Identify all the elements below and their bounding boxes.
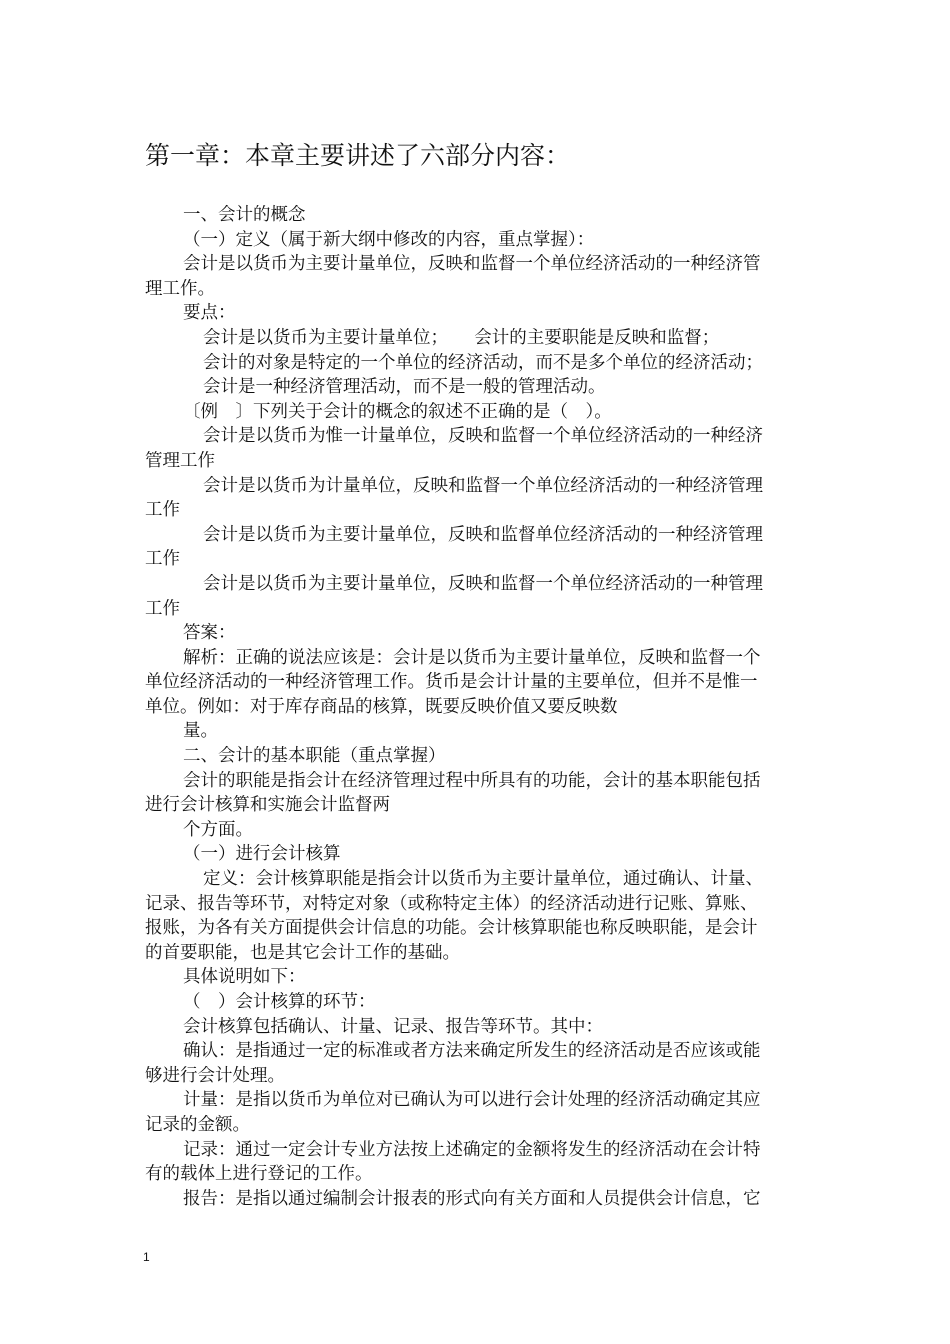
option-line: 工作 [145,598,180,619]
paragraph-line: 量。 [183,721,218,742]
paragraph-line: 报告：是指以通过编制会计报表的形式向有关方面和人员提供会计信息，它 [183,1188,761,1209]
subsection-heading: （ ）会计核算的环节： [183,992,376,1012]
paragraph-line: 答案： [183,623,236,644]
list-item: 会计是一种经济管理活动，而不是一般的管理活动。 [203,377,606,398]
paragraph-line: 理工作。 [145,278,215,299]
option-line: 会计是以货币为惟一计量单位，反映和监督一个单位经济活动的一种经济 [203,426,763,447]
paragraph-line: 计量：是指以货币为单位对已确认为可以进行会计处理的经济活动确定其应 [183,1090,761,1111]
paragraph-line: 会计核算包括确认、计量、记录、报告等环节。其中： [183,1016,603,1037]
paragraph-line: 记录：通过一定会计专业方法按上述确定的金额将发生的经济活动在会计特 [183,1139,761,1160]
paragraph-line: 解析：正确的说法应该是：会计是以货币为主要计量单位，反映和监督一个 [183,647,761,668]
option-line: 会计是以货币为主要计量单位，反映和监督一个单位经济活动的一种管理 [203,573,763,594]
list-item: 会计的对象是特定的一个单位的经济活动，而不是多个单位的经济活动； [203,352,763,373]
paragraph-line: 个方面。 [183,819,253,840]
example-heading: 〔例 〕下列关于会计的概念的叙述不正确的是（ ）。 [183,401,612,422]
paragraph-line: 记录的金额。 [145,1114,250,1135]
paragraph-line: 确认：是指通过一定的标准或者方法来确定所发生的经济活动是否应该或能 [183,1041,761,1062]
option-line: 会计是以货币为主要计量单位，反映和监督单位经济活动的一种经济管理 [203,524,763,545]
option-line: 管理工作 [145,450,215,471]
list-item: 会计是以货币为主要计量单位； 会计的主要职能是反映和监督； [203,327,720,348]
paragraph-line: 单位经济活动的一种经济管理工作。货币是会计计量的主要单位，但并不是惟一 [145,672,758,693]
paragraph-line: 单位。例如：对于库存商品的核算，既要反映价值又要反映数 [145,696,618,717]
paragraph-line: 具体说明如下： [183,967,306,988]
paragraph-line: 会计是以货币为主要计量单位，反映和监督一个单位经济活动的一种经济管 [183,254,761,275]
option-line: 工作 [145,500,180,521]
subsection-heading: （一）定义（属于新大纲中修改的内容，重点掌握）： [183,229,595,250]
document-body [145,203,809,1211]
paragraph-line: 记录、报告等环节，对特定对象（或称特定主体）的经济活动进行记账、算账、 [145,893,758,914]
section-heading: 一、会计的概念 [183,205,306,225]
option-line: 会计是以货币为计量单位，反映和监督一个单位经济活动的一种经济管理 [203,475,763,496]
page-number: 1 [143,1250,150,1264]
option-line: 工作 [145,549,180,570]
paragraph-line: 报账，为各有关方面提供会计信息的功能。会计核算职能也称反映职能，是会计 [145,918,758,939]
chapter-title: 第一章：本章主要讲述了六部分内容： [145,141,571,170]
paragraph-line: 够进行会计处理。 [145,1065,285,1086]
subsection-heading: （一）进行会计核算 [183,844,341,865]
paragraph-line: 定义：会计核算职能是指会计以货币为主要计量单位，通过确认、计量、 [203,869,763,890]
paragraph-line: 的首要职能，也是其它会计工作的基础。 [145,942,460,963]
paragraph-line: 进行会计核算和实施会计监督两 [145,795,390,816]
paragraph-line: 有的载体上进行登记的工作。 [145,1164,373,1185]
paragraph-line: 要点： [183,303,236,324]
section-heading: 二、会计的基本职能（重点掌握） [183,746,446,767]
paragraph-line: 会计的职能是指会计在经济管理过程中所具有的功能，会计的基本职能包括 [183,770,761,791]
